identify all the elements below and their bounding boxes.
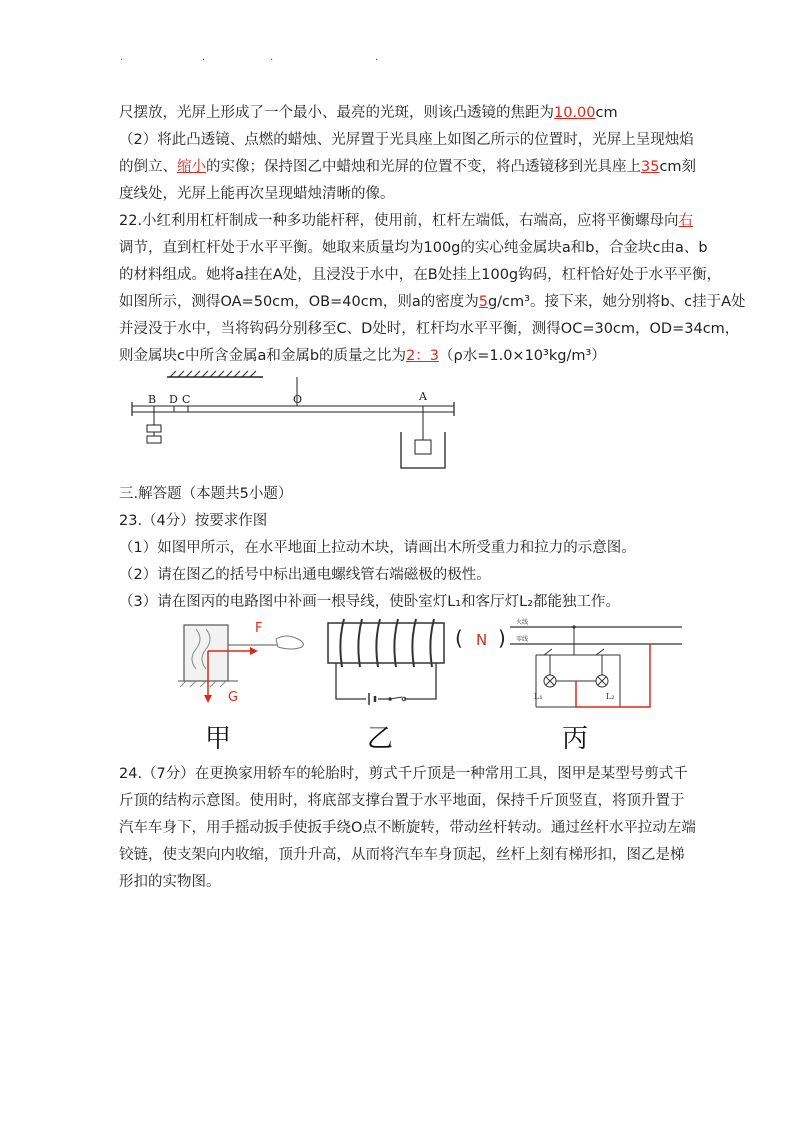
q23-part-1: （1）如图甲所示，在水平地面上拉动木块，请画出木所受重力和拉力的示意图。 bbox=[119, 540, 636, 556]
paren-right: ) bbox=[498, 626, 506, 650]
q21-line-3: 的倒立、缩小的实像；保持图乙中蜡烛和光屏的位置不变，将凸透镜移到光具座上35cm刻 bbox=[119, 159, 697, 175]
lamp-L1-label: L₁ bbox=[534, 692, 543, 701]
q24-line-5: 形扣的实物图。 bbox=[119, 874, 221, 890]
answer-image-size: 缩小 bbox=[177, 159, 206, 175]
figure-yi bbox=[322, 615, 512, 715]
figure-label-bing: 丙 bbox=[562, 724, 589, 754]
q22-line-5: 并浸没于水中，当将钩码分别移至C、D处时，杠杆均水平平衡，测得OC=30cm，OD=34cm， bbox=[119, 321, 740, 337]
figure-bing bbox=[510, 615, 685, 715]
paren-left: ( bbox=[455, 626, 463, 650]
q23-part-2: （2）请在图乙的括号中标出通电螺线管右端磁极的极性。 bbox=[119, 567, 491, 583]
answer-mass-ratio: 2：3 bbox=[406, 348, 440, 364]
q24-line-1: 24.（7分）在更换家用轿车的轮胎时，剪式千斤顶是一种常用工具，图甲是某型号剪式千 bbox=[119, 766, 688, 782]
header-dots bbox=[120, 52, 420, 64]
fire-wire-label: 火线 bbox=[516, 619, 529, 626]
pole-N-label: N bbox=[476, 631, 488, 649]
q22-line-2: 调节，直到杠杆处于水平平衡。她取来质量均为100g的实心纯金属块a和b，合金块c由a、b bbox=[119, 240, 708, 256]
water-container bbox=[401, 412, 445, 468]
q21-line-1: 尺摆放，光屏上形成了一个最小、最亮的光斑，则该凸透镜的焦距为10.00cm bbox=[119, 105, 618, 121]
label-B: B bbox=[148, 393, 157, 406]
answer-density: 5 bbox=[478, 294, 488, 310]
label-C: C bbox=[182, 393, 191, 406]
q24-line-2: 斤顶的结构示意图。使用时，将底部支撑台置于水平地面，保持千斤顶竖直，将顶升置于 bbox=[119, 793, 685, 809]
lever-figure bbox=[125, 370, 465, 475]
answer-focal-length: 10.00 bbox=[554, 105, 596, 121]
q22-line-6: 则金属块c中所含金属a和金属b的质量之比为2：3（ρ水=1.0×10³kg/m³） bbox=[119, 348, 606, 364]
header-dot: . bbox=[375, 52, 379, 63]
figure-label-yi: 乙 bbox=[367, 724, 394, 754]
label-A: A bbox=[419, 390, 427, 403]
lamp-L2-label: L₂ bbox=[606, 692, 615, 701]
force-F-label: F bbox=[255, 621, 263, 636]
label-D: D bbox=[169, 393, 178, 406]
q21-line-2: （2）将此凸透镜、点燃的蜡烛、光屏置于光具座上如图乙所示的位置时，光屏上呈现烛焰 bbox=[119, 132, 694, 148]
hook-weight bbox=[147, 412, 161, 443]
q24-line-4: 铰链，使支架向内收缩，顶升升高，从而将汽车车身顶起，丝杆上刻有梯形扣，图乙是梯 bbox=[119, 847, 685, 863]
answer-nut-direction: 右 bbox=[678, 213, 694, 229]
q22-line-4: 如图所示，测得OA=50cm，OB=40cm，则a的密度为5g/cm³。接下来，她分别将b、c挂于A处 bbox=[119, 294, 746, 310]
answer-lens-position: 35 bbox=[641, 159, 660, 175]
header-dot: . bbox=[270, 52, 274, 63]
neutral-wire-label: 零线 bbox=[516, 636, 529, 643]
figure-label-jia: 甲 bbox=[205, 724, 232, 754]
q24-line-3: 汽车车身下，用手摇动扳手使扳手绕O点不断旋转，带动丝杆转动。通过丝杆水平拉动左端 bbox=[119, 820, 696, 836]
section-title: 三.解答题（本题共5小题） bbox=[119, 486, 293, 502]
figure-jia bbox=[178, 615, 313, 715]
label-O: O bbox=[293, 393, 303, 406]
force-G-label: G bbox=[228, 690, 239, 705]
header-dot: . bbox=[120, 52, 124, 63]
q21-line-4: 度线处，光屏上能再次呈现蜡烛清晰的像。 bbox=[119, 186, 395, 202]
header-dot: . bbox=[202, 52, 206, 63]
q22-line-1: 22.小红利用杠杆制成一种多功能杆秤，使用前，杠杆左端低，右端高，应将平衡螺母向右 bbox=[119, 213, 694, 229]
q23-title: 23.（4分）按要求作图 bbox=[119, 513, 268, 529]
q22-line-3: 的材料组成。她将a挂在A处，且浸没于水中，在B处挂上100g钩码，杠杆恰好处于水平平衡， bbox=[119, 267, 722, 283]
q23-part-3: （3）请在图丙的电路图中补画一根导线，使卧室灯L₁和客厅灯L₂都能独工作。 bbox=[119, 594, 621, 610]
